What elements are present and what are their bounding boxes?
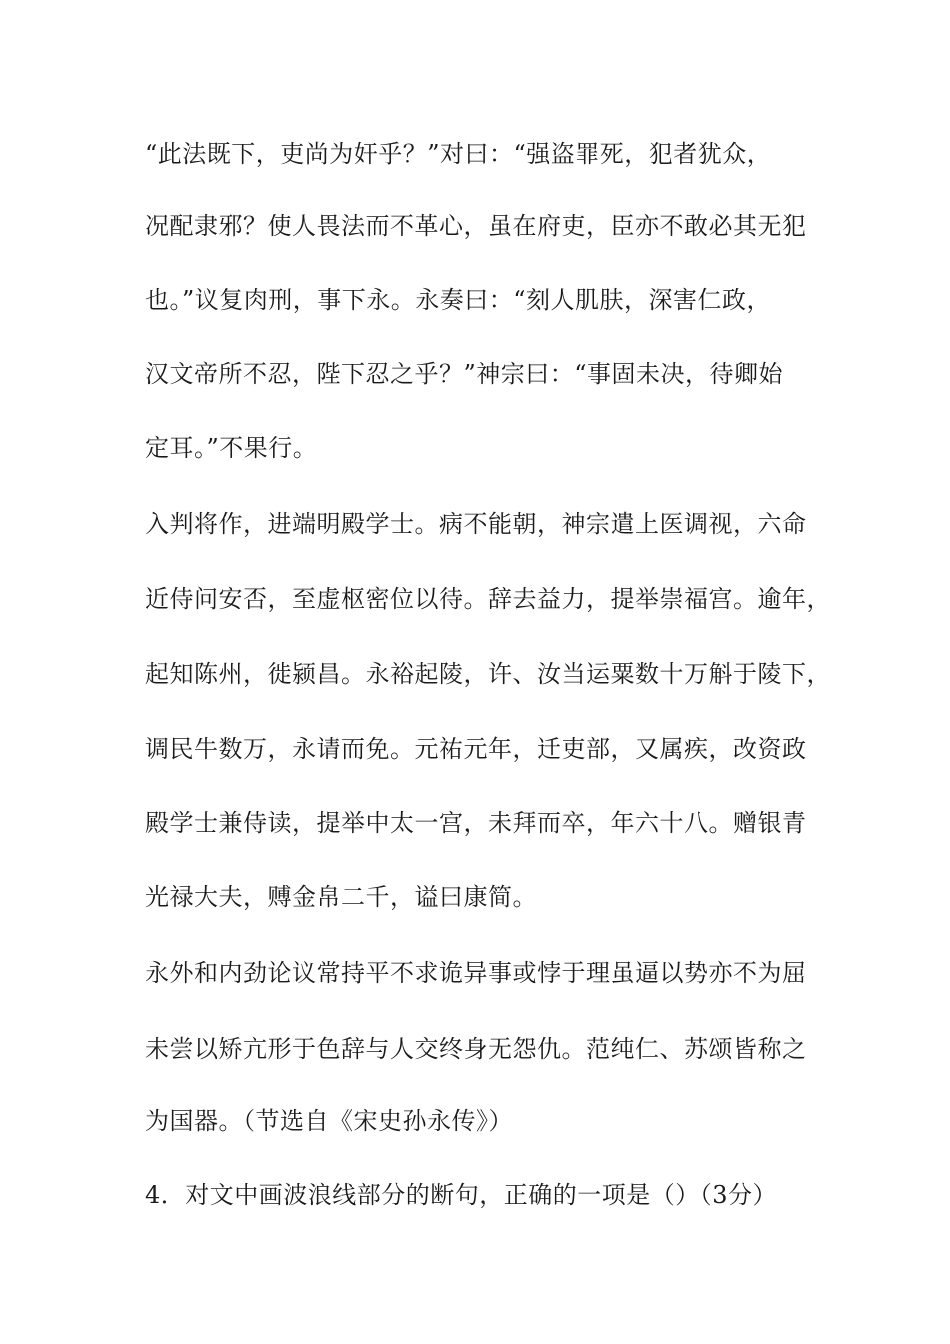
text-line-10: 殿学士兼侍读，提举中太一宫，未拜而卒，年六十八。赠银青 [145, 809, 807, 837]
question-4: 4．对文中画波浪线部分的断句，正确的一项是（）（3分） [145, 1181, 778, 1209]
text-line-13: 未尝以矫亢形于色辞与人交终身无怨仇。范纯仁、苏颂皆称之 [145, 1035, 807, 1063]
text-line-12: 永外和内劲论议常持平不求诡异事或悖于理虽逼以势亦不为屈 [145, 959, 807, 987]
text-line-14: 为国器。（节选自《宋史孙永传》） [145, 1107, 513, 1135]
text-line-7: 近侍问安否，至虚枢密位以待。辞去益力，提举崇福宫。逾年， [145, 585, 831, 613]
text-line-3: 也。”议复肉刑，事下永。永奏曰：“刻人肌肤，深害仁政， [145, 286, 772, 314]
text-line-11: 光禄大夫，赙金帛二千，谥曰康简。 [145, 883, 537, 911]
text-line-4: 汉文帝所不忍，陛下忍之乎？”神宗曰：“事固未决，待卿始 [145, 360, 784, 388]
text-line-1: “此法既下，吏尚为奸乎？”对曰：“强盗罪死，犯者犹众， [145, 140, 772, 168]
text-line-2: 况配隶邪？使人畏法而不革心，虽在府吏，臣亦不敢必其无犯 [145, 212, 807, 240]
text-line-8: 起知陈州，徙颍昌。永裕起陵，许、汝当运粟数十万斛于陵下， [145, 660, 831, 688]
text-line-6: 入判将作，进端明殿学士。病不能朝，神宗遣上医调视，六命 [145, 510, 807, 538]
text-line-9: 调民牛数万，永请而免。元祐元年，迁吏部，又属疾，改资政 [145, 735, 807, 763]
text-line-5: 定耳。”不果行。 [145, 434, 318, 462]
